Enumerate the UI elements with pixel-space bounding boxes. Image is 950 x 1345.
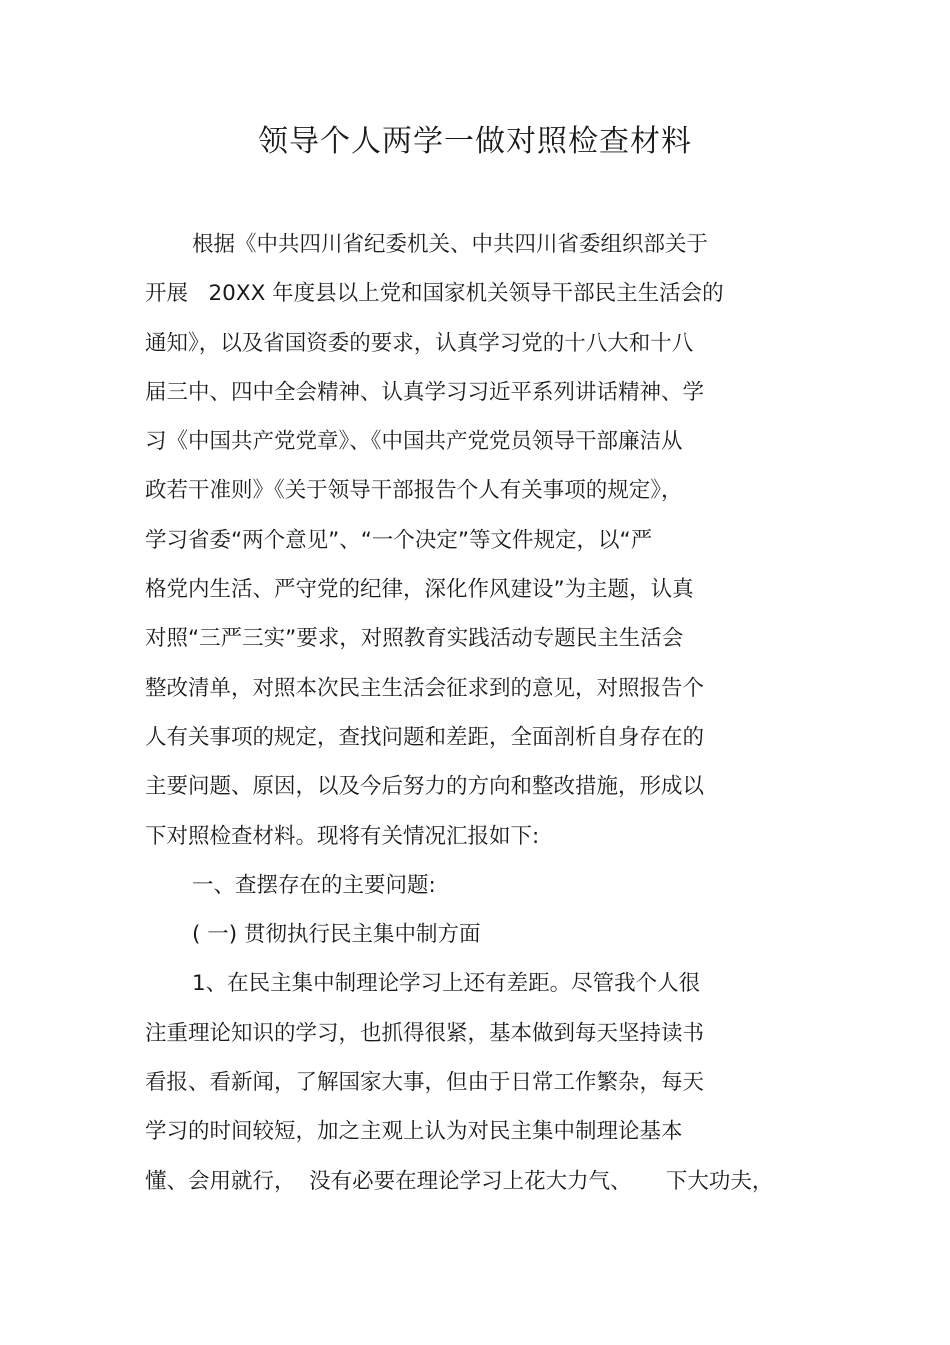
document-title: 领导个人两学一做对照检查材料 [258, 124, 692, 159]
document-body [145, 220, 805, 1206]
body-line: 学习的时间较短，加之主观上认为对民主集中制理论基本 [145, 1119, 683, 1145]
body-line: 注重理论知识的学习，也抓得很紧，基本做到每天坚持读书 [145, 1020, 705, 1046]
body-line: 主要问题、原因，以及今后努力的方向和整改措施，形成以 [145, 774, 705, 800]
body-line: 懂、会用就行， 没有必要在理论学习上花大力气、 下大功夫， [145, 1168, 774, 1194]
body-line: 对照“三严三实”要求，对照教育实践活动专题民主生活会 [145, 626, 684, 652]
body-line: 届三中、四中全会精神、认真学习习近平系列讲话精神、学 [145, 379, 705, 405]
body-line: 整改清单，对照本次民主生活会征求到的意见，对照报告个 [145, 675, 705, 701]
body-line: 学习省委“两个意见”、“一个决定”等文件规定，以“严 [145, 527, 653, 553]
body-line: 看报、看新闻，了解国家大事，但由于日常工作繁杂，每天 [145, 1070, 705, 1096]
body-line: 开展 20XX 年度县以上党和国家机关领导干部民主生活会的 [145, 281, 724, 307]
body-line: 人有关事项的规定，查找问题和差距，全面剖析自身存在的 [145, 724, 705, 750]
body-line: 习《中国共产党党章》、《中国共产党党员领导干部廉洁从 [145, 429, 683, 455]
body-line: 1、在民主集中制理论学习上还有差距。尽管我个人很 [192, 971, 701, 997]
body-line: 根据《中共四川省纪委机关、中共四川省委组织部关于 [192, 232, 709, 257]
body-line: ( 一) 贯彻执行民主集中制方面 [192, 922, 481, 948]
body-line: 一、查摆存在的主要问题: [192, 872, 436, 898]
body-line: 下对照检查材料。现将有关情况汇报如下: [145, 823, 540, 849]
body-line: 政若干准则》《关于领导干部报告个人有关事项的规定》， [145, 478, 683, 504]
body-line: 格党内生活、严守党的纪律，深化作风建设”为主题，认真 [145, 577, 694, 603]
body-line: 通知》，以及省国资委的要求，认真学习党的十八大和十八 [145, 330, 694, 356]
